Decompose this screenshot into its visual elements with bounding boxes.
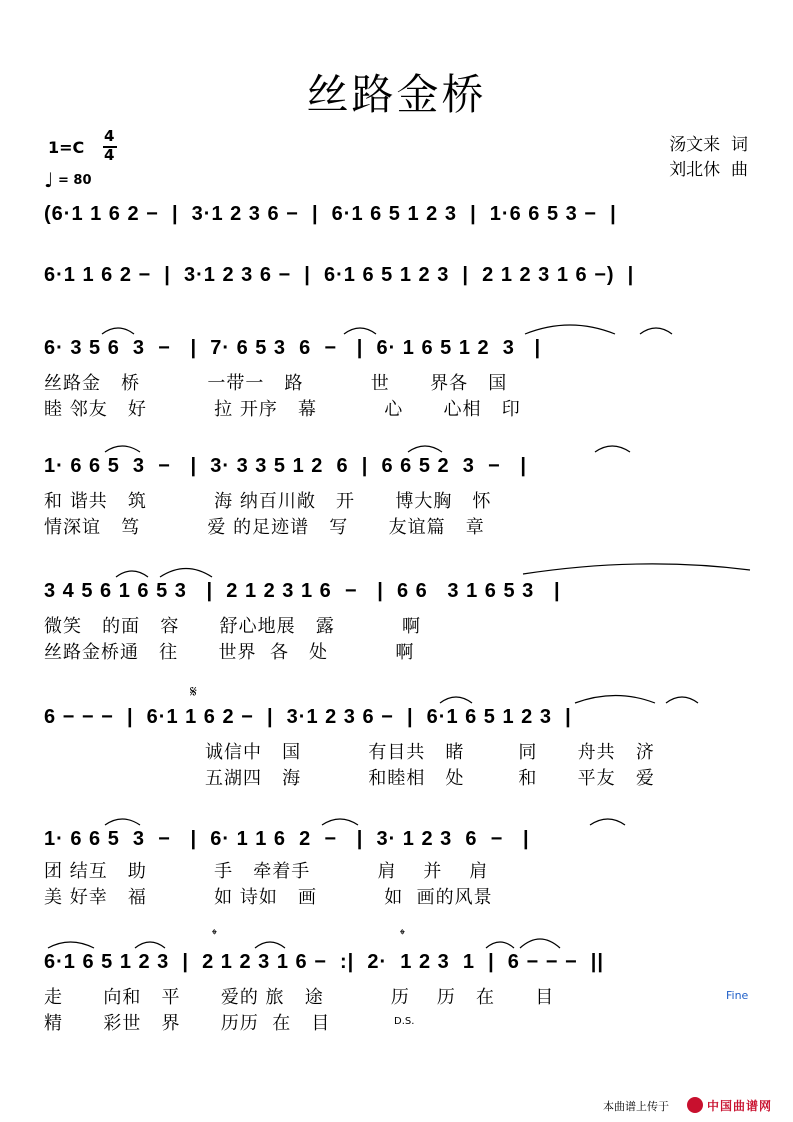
composer-credit: 刘北休 曲 — [669, 160, 748, 180]
time-signature-top: 4 — [104, 127, 115, 145]
notation-line-8: 6·1 6 5 1 2 3 | 2 1 2 3 1 6 − :| 2· 1 2 3 1 | 6 − − − || — [44, 951, 604, 973]
lyric-line-1: 丝路金 桥 一带一 路 世 界各 国 — [44, 373, 508, 394]
notation-line-5: 3 4 5 6 1 6 5 3 | 2 1 2 3 1 6 − | 6 6 3 1 6 5 3 | — [44, 580, 561, 602]
lyric-line-9: 团 结互 助 手 牵着手 肩 并 肩 — [44, 861, 489, 882]
coda-icon: 𝄌 — [212, 927, 217, 943]
notation-line-1: (6·1 1 6 2 − | 3·1 2 3 6 − | 6·1 6 5 1 2 3 | 1·6 6 5 3 − | — [44, 203, 617, 225]
notation-line-2: 6·1 1 6 2 − | 3·1 2 3 6 − | 6·1 6 5 1 2 3 | 2 1 2 3 1 6 −) | — [44, 264, 635, 286]
quarter-note-icon: ♩ — [44, 168, 54, 192]
fine-marking: Fine — [726, 989, 749, 1002]
lyric-line-7: 诚信中 国 有目共 睹 同 舟共 济 — [205, 742, 655, 763]
ds-marking: D.S. — [394, 1016, 415, 1027]
lyric-line-2: 睦 邻友 好 拉 开序 幕 心 心相 印 — [44, 399, 521, 420]
notation-line-7: 1· 6 6 5 3 − | 6· 1 1 6 2 − | 3· 1 2 3 6 − | — [44, 828, 530, 850]
notation-line-3: 6· 3 5 6 3 − | 7· 6 5 3 6 − | 6· 1 6 5 1 2 3 | — [44, 337, 542, 359]
tempo-marking: = 80 — [58, 173, 92, 188]
site-logo-text: 中国曲谱网 — [707, 1099, 773, 1113]
lyric-line-3: 和 谐共 筑 海 纳百川敞 开 博大胸 怀 — [44, 491, 492, 512]
score-title: 丝路金桥 — [306, 70, 487, 119]
segno-icon: 𝄋 — [190, 682, 197, 701]
notation-line-6: 6 − − − | 6·1 1 6 2 − | 3·1 2 3 6 − | 6·1 6 5 1 2 3 | — [44, 706, 572, 728]
key-signature: 1=C — [48, 138, 85, 157]
lyric-line-11: 走 向和 平 爱的 旅 途 历 历 在 目 — [44, 987, 555, 1008]
time-signature-bottom: 4 — [104, 146, 115, 164]
notation-line-4: 1· 6 6 5 3 − | 3· 3 3 5 1 2 6 | 6 6 5 2 3 − | — [44, 455, 527, 477]
coda-icon-2: 𝄌 — [400, 927, 405, 943]
lyric-line-12: 精 彩世 界 历历 在 目 — [44, 1013, 331, 1034]
lyricist-credit: 汤文来 词 — [669, 135, 748, 155]
lyric-line-10: 美 好幸 福 如 诗如 画 如 画的风景 — [44, 887, 493, 908]
footer-upload-text: 本曲谱上传于 — [603, 1100, 669, 1113]
lyric-line-4: 情深谊 笃 爱 的足迹谱 写 友谊篇 章 — [44, 517, 485, 538]
site-logo-icon — [687, 1097, 703, 1113]
lyric-line-6: 丝路金桥通 往 世界 各 处 啊 — [44, 642, 415, 663]
lyric-line-8: 五湖四 海 和睦相 处 和 平友 爱 — [205, 768, 655, 789]
lyric-line-5: 微笑 的面 容 舒心地展 露 啊 — [44, 616, 422, 637]
